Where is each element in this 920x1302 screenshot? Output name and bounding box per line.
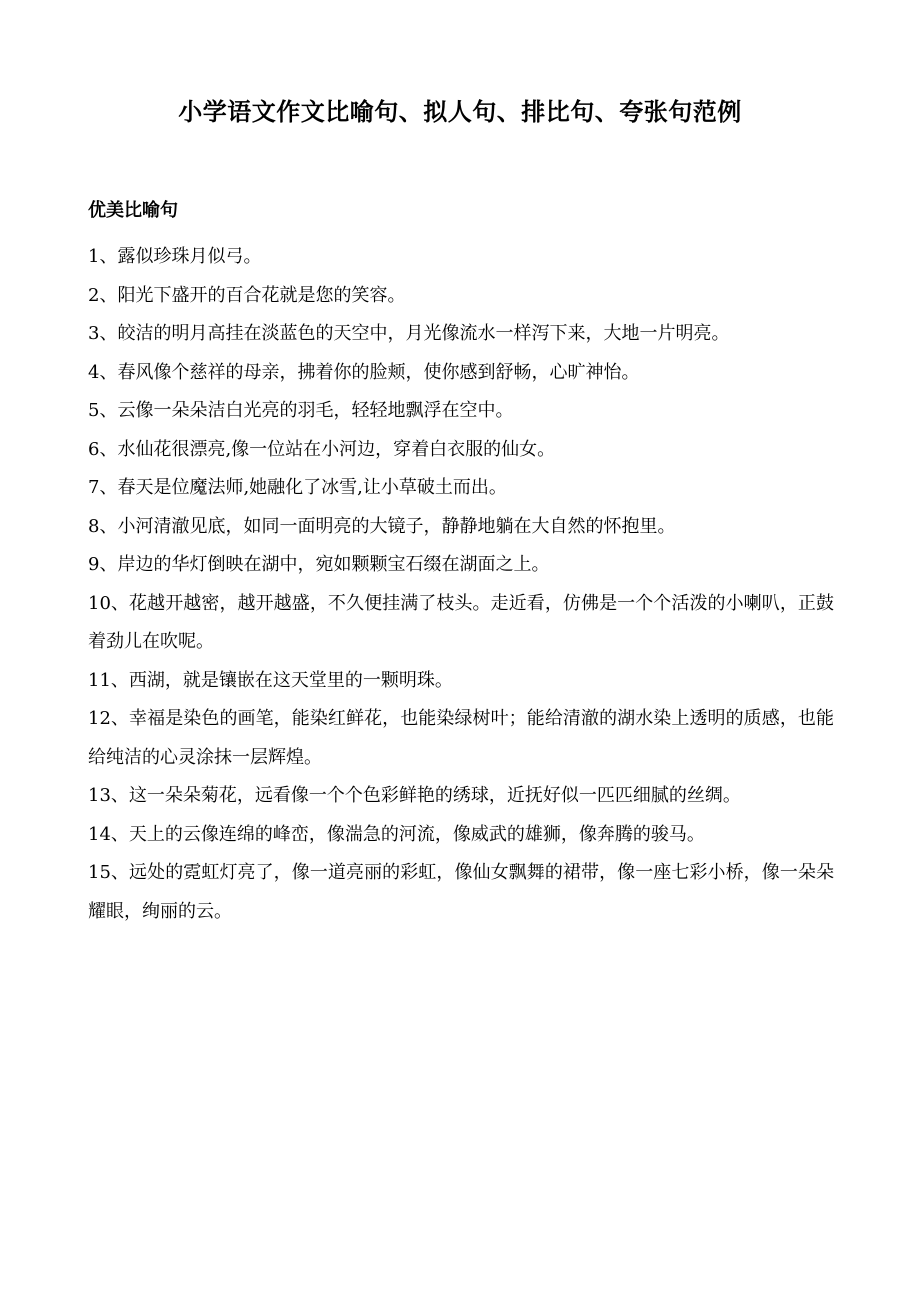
sentence-item: 9、岸边的华灯倒映在湖中，宛如颗颗宝石缀在湖面之上。 [88, 554, 550, 575]
sentence-item: 12、幸福是染色的画笔，能染红鲜花，也能染绿树叶；能给清澈的湖水染上透明的质感，也能给纯洁的心灵涂抹一层辉煌。 [88, 708, 834, 768]
sentence-list [88, 238, 834, 931]
sentence-item: 13、这一朵朵菊花，远看像一个个色彩鲜艳的绣球，近抚好似一匹匹细腻的丝绸。 [88, 785, 741, 806]
sentence-item: 3、皎洁的明月高挂在淡蓝色的天空中，月光像流水一样泻下来，大地一片明亮。 [88, 323, 730, 344]
sentence-item: 1、露似珍珠月似弓。 [88, 246, 262, 267]
sentence-item: 8、小河清澈见底，如同一面明亮的大镜子，静静地躺在大自然的怀抱里。 [88, 515, 676, 537]
sentence-item: 6、水仙花很漂亮,像一位站在小河边，穿着白衣服的仙女。 [88, 438, 556, 460]
sentence-item: 14、天上的云像连绵的峰峦，像湍急的河流，像威武的雄狮，像奔腾的骏马。 [88, 823, 705, 845]
sentence-item: 7、春天是位魔法师,她融化了冰雪,让小草破土而出。 [88, 477, 507, 498]
sentence-item: 10、花越开越密，越开越盛，不久便挂满了枝头。走近看，仿佛是一个个活泼的小喇叭，正鼓着劲儿在吹呢。 [88, 592, 834, 652]
sentence-item: 11、西湖，就是镶嵌在这天堂里的一颗明珠。 [88, 669, 453, 691]
sentence-item: 15、远处的霓虹灯亮了，像一道亮丽的彩虹，像仙女飘舞的裙带，像一座七彩小桥，像一朵朵耀眼，绚丽的云。 [88, 862, 834, 922]
document-title: 小学语文作文比喻句、拟人句、排比句、夸张句范例 [178, 98, 742, 126]
section-heading: 优美比喻句 [88, 200, 178, 221]
sentence-item: 2、阳光下盛开的百合花就是您的笑容。 [88, 284, 406, 306]
sentence-item: 4、春风像个慈祥的母亲，拂着你的脸颊，使你感到舒畅，心旷神怡。 [88, 361, 640, 383]
sentence-item: 5、云像一朵朵洁白光亮的羽毛，轻轻地飘浮在空中。 [88, 400, 514, 421]
